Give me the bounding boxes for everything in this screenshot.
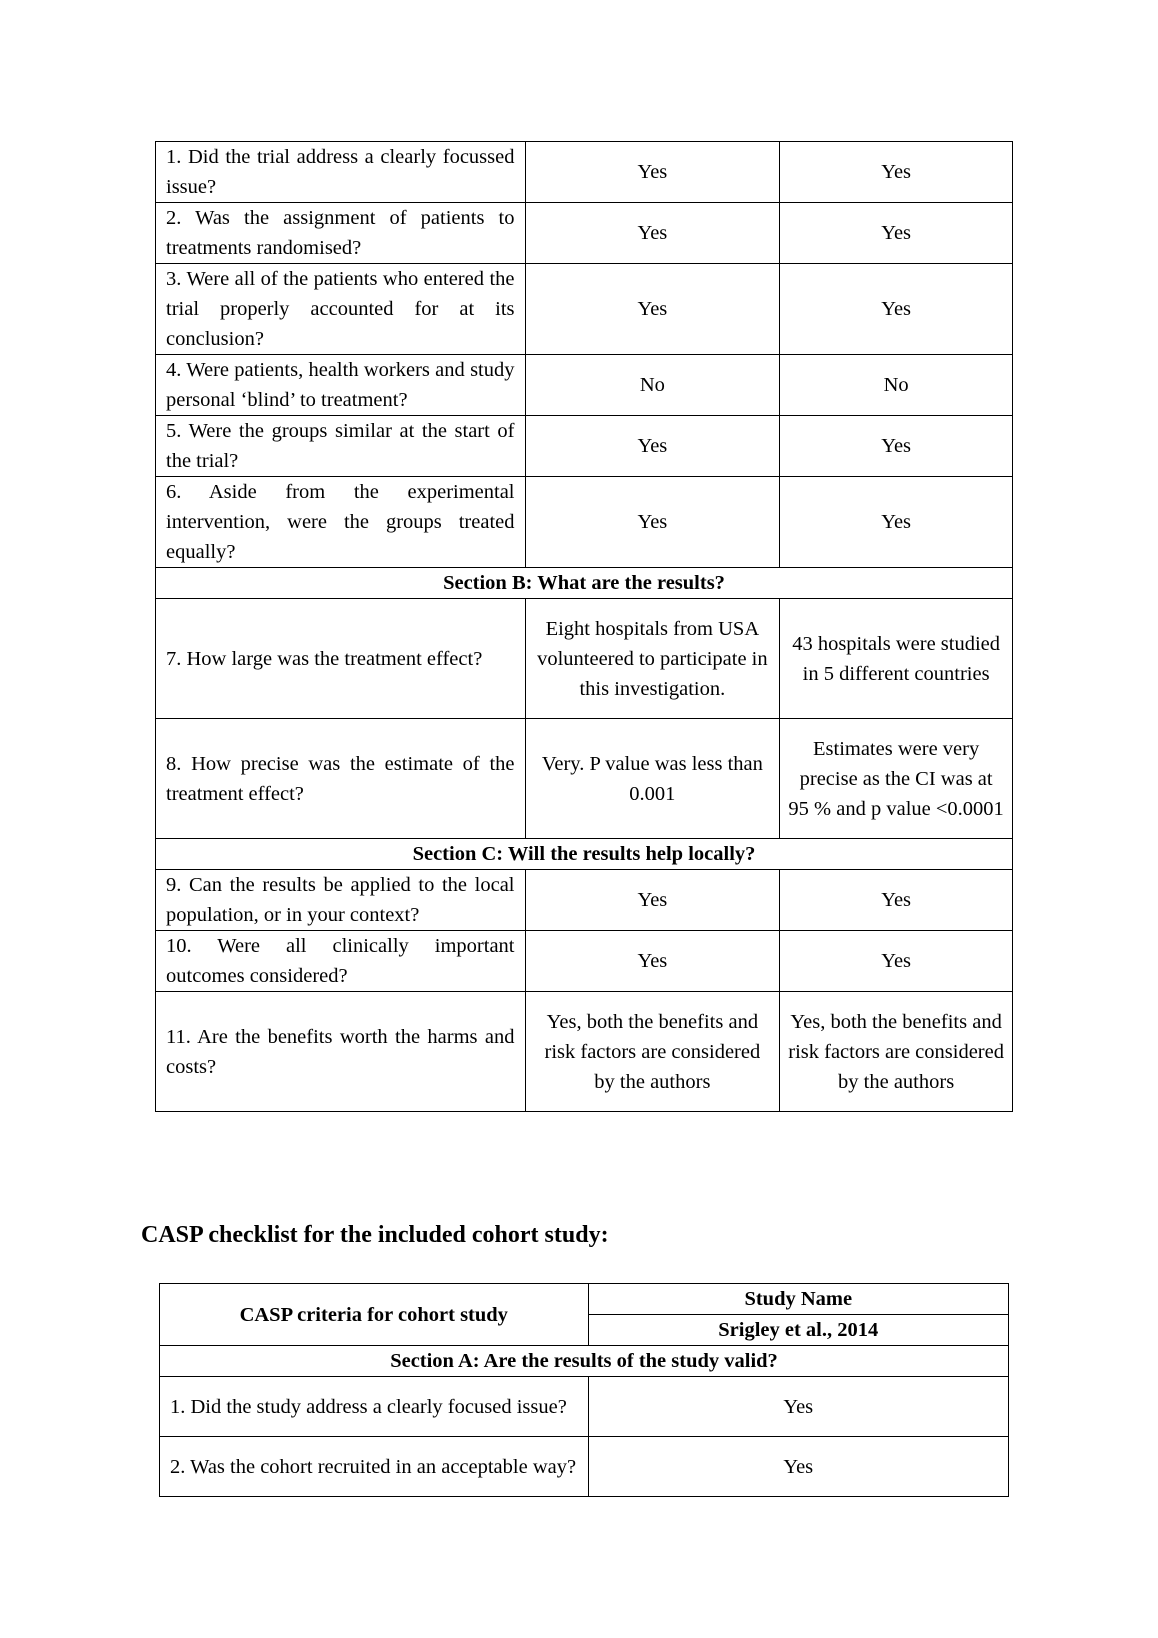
criterion-cell: 5. Were the groups similar at the start of the trial? bbox=[156, 416, 526, 477]
table-row bbox=[156, 416, 1013, 477]
criterion-cell: 2. Was the assignment of patients to treatments randomised? bbox=[156, 203, 526, 264]
cohort-section-heading: CASP checklist for the included cohort study: bbox=[141, 1222, 609, 1248]
criterion-cell: 8. How precise was the estimate of the treatment effect? bbox=[156, 719, 526, 839]
answer-cell: Yes bbox=[525, 264, 780, 355]
answer-cell: Yes bbox=[588, 1377, 1008, 1437]
criterion-cell: 4. Were patients, health workers and study personal ‘blind’ to treatment? bbox=[156, 355, 526, 416]
answer-cell: Yes bbox=[780, 203, 1013, 264]
criterion-cell: 7. How large was the treatment effect? bbox=[156, 599, 526, 719]
answer-cell: Yes, both the benefits and risk factors are considered by the authors bbox=[780, 992, 1013, 1112]
answer-cell: Yes bbox=[780, 870, 1013, 931]
answer-cell: Yes bbox=[525, 416, 780, 477]
criteria-header: CASP criteria for cohort study bbox=[160, 1284, 589, 1346]
table-row bbox=[160, 1377, 1009, 1437]
answer-cell: No bbox=[525, 355, 780, 416]
section-c-heading: Section C: Will the results help locally? bbox=[156, 839, 1013, 870]
table-row bbox=[156, 719, 1013, 839]
header-row bbox=[160, 1284, 1009, 1315]
study-name-value: Srigley et al., 2014 bbox=[588, 1315, 1008, 1346]
table-row bbox=[156, 355, 1013, 416]
section-row bbox=[160, 1346, 1009, 1377]
answer-cell: Yes bbox=[525, 477, 780, 568]
answer-cell: Yes bbox=[525, 142, 780, 203]
table-row bbox=[156, 599, 1013, 719]
answer-cell: Yes, both the benefits and risk factors are considered by the authors bbox=[525, 992, 780, 1112]
trial-casp-table bbox=[155, 141, 1013, 1112]
table-row bbox=[156, 931, 1013, 992]
answer-cell: Yes bbox=[780, 477, 1013, 568]
table-row bbox=[156, 142, 1013, 203]
answer-cell: 43 hospitals were studied in 5 different countries bbox=[780, 599, 1013, 719]
section-row bbox=[156, 568, 1013, 599]
answer-cell: Estimates were very precise as the CI was at 95 % and p value <0.0001 bbox=[780, 719, 1013, 839]
table-row bbox=[156, 203, 1013, 264]
section-row bbox=[156, 839, 1013, 870]
table-row bbox=[156, 870, 1013, 931]
criterion-cell: 6. Aside from the experimental intervention, were the groups treated equally? bbox=[156, 477, 526, 568]
study-name-header: Study Name bbox=[588, 1284, 1008, 1315]
answer-cell: Eight hospitals from USA volunteered to participate in this investigation. bbox=[525, 599, 780, 719]
section-b-heading: Section B: What are the results? bbox=[156, 568, 1013, 599]
answer-cell: Yes bbox=[780, 264, 1013, 355]
answer-cell: Yes bbox=[525, 203, 780, 264]
table-row bbox=[156, 477, 1013, 568]
answer-cell: Yes bbox=[525, 931, 780, 992]
answer-cell: Very. P value was less than 0.001 bbox=[525, 719, 780, 839]
criterion-cell: 9. Can the results be applied to the local population, or in your context? bbox=[156, 870, 526, 931]
criterion-cell: 11. Are the benefits worth the harms and costs? bbox=[156, 992, 526, 1112]
answer-cell: Yes bbox=[525, 870, 780, 931]
answer-cell: Yes bbox=[588, 1437, 1008, 1497]
criterion-cell: 1. Did the study address a clearly focused issue? bbox=[160, 1377, 589, 1437]
cohort-casp-table bbox=[159, 1283, 1009, 1497]
answer-cell: Yes bbox=[780, 416, 1013, 477]
answer-cell: Yes bbox=[780, 142, 1013, 203]
criterion-cell: 3. Were all of the patients who entered the trial properly accounted for at its conclusion? bbox=[156, 264, 526, 355]
answer-cell: Yes bbox=[780, 931, 1013, 992]
section-a-heading: Section A: Are the results of the study valid? bbox=[160, 1346, 1009, 1377]
table-row bbox=[160, 1437, 1009, 1497]
table-row bbox=[156, 264, 1013, 355]
criterion-cell: 2. Was the cohort recruited in an acceptable way? bbox=[160, 1437, 589, 1497]
answer-cell: No bbox=[780, 355, 1013, 416]
criterion-cell: 1. Did the trial address a clearly focussed issue? bbox=[156, 142, 526, 203]
table-row bbox=[156, 992, 1013, 1112]
criterion-cell: 10. Were all clinically important outcomes considered? bbox=[156, 931, 526, 992]
